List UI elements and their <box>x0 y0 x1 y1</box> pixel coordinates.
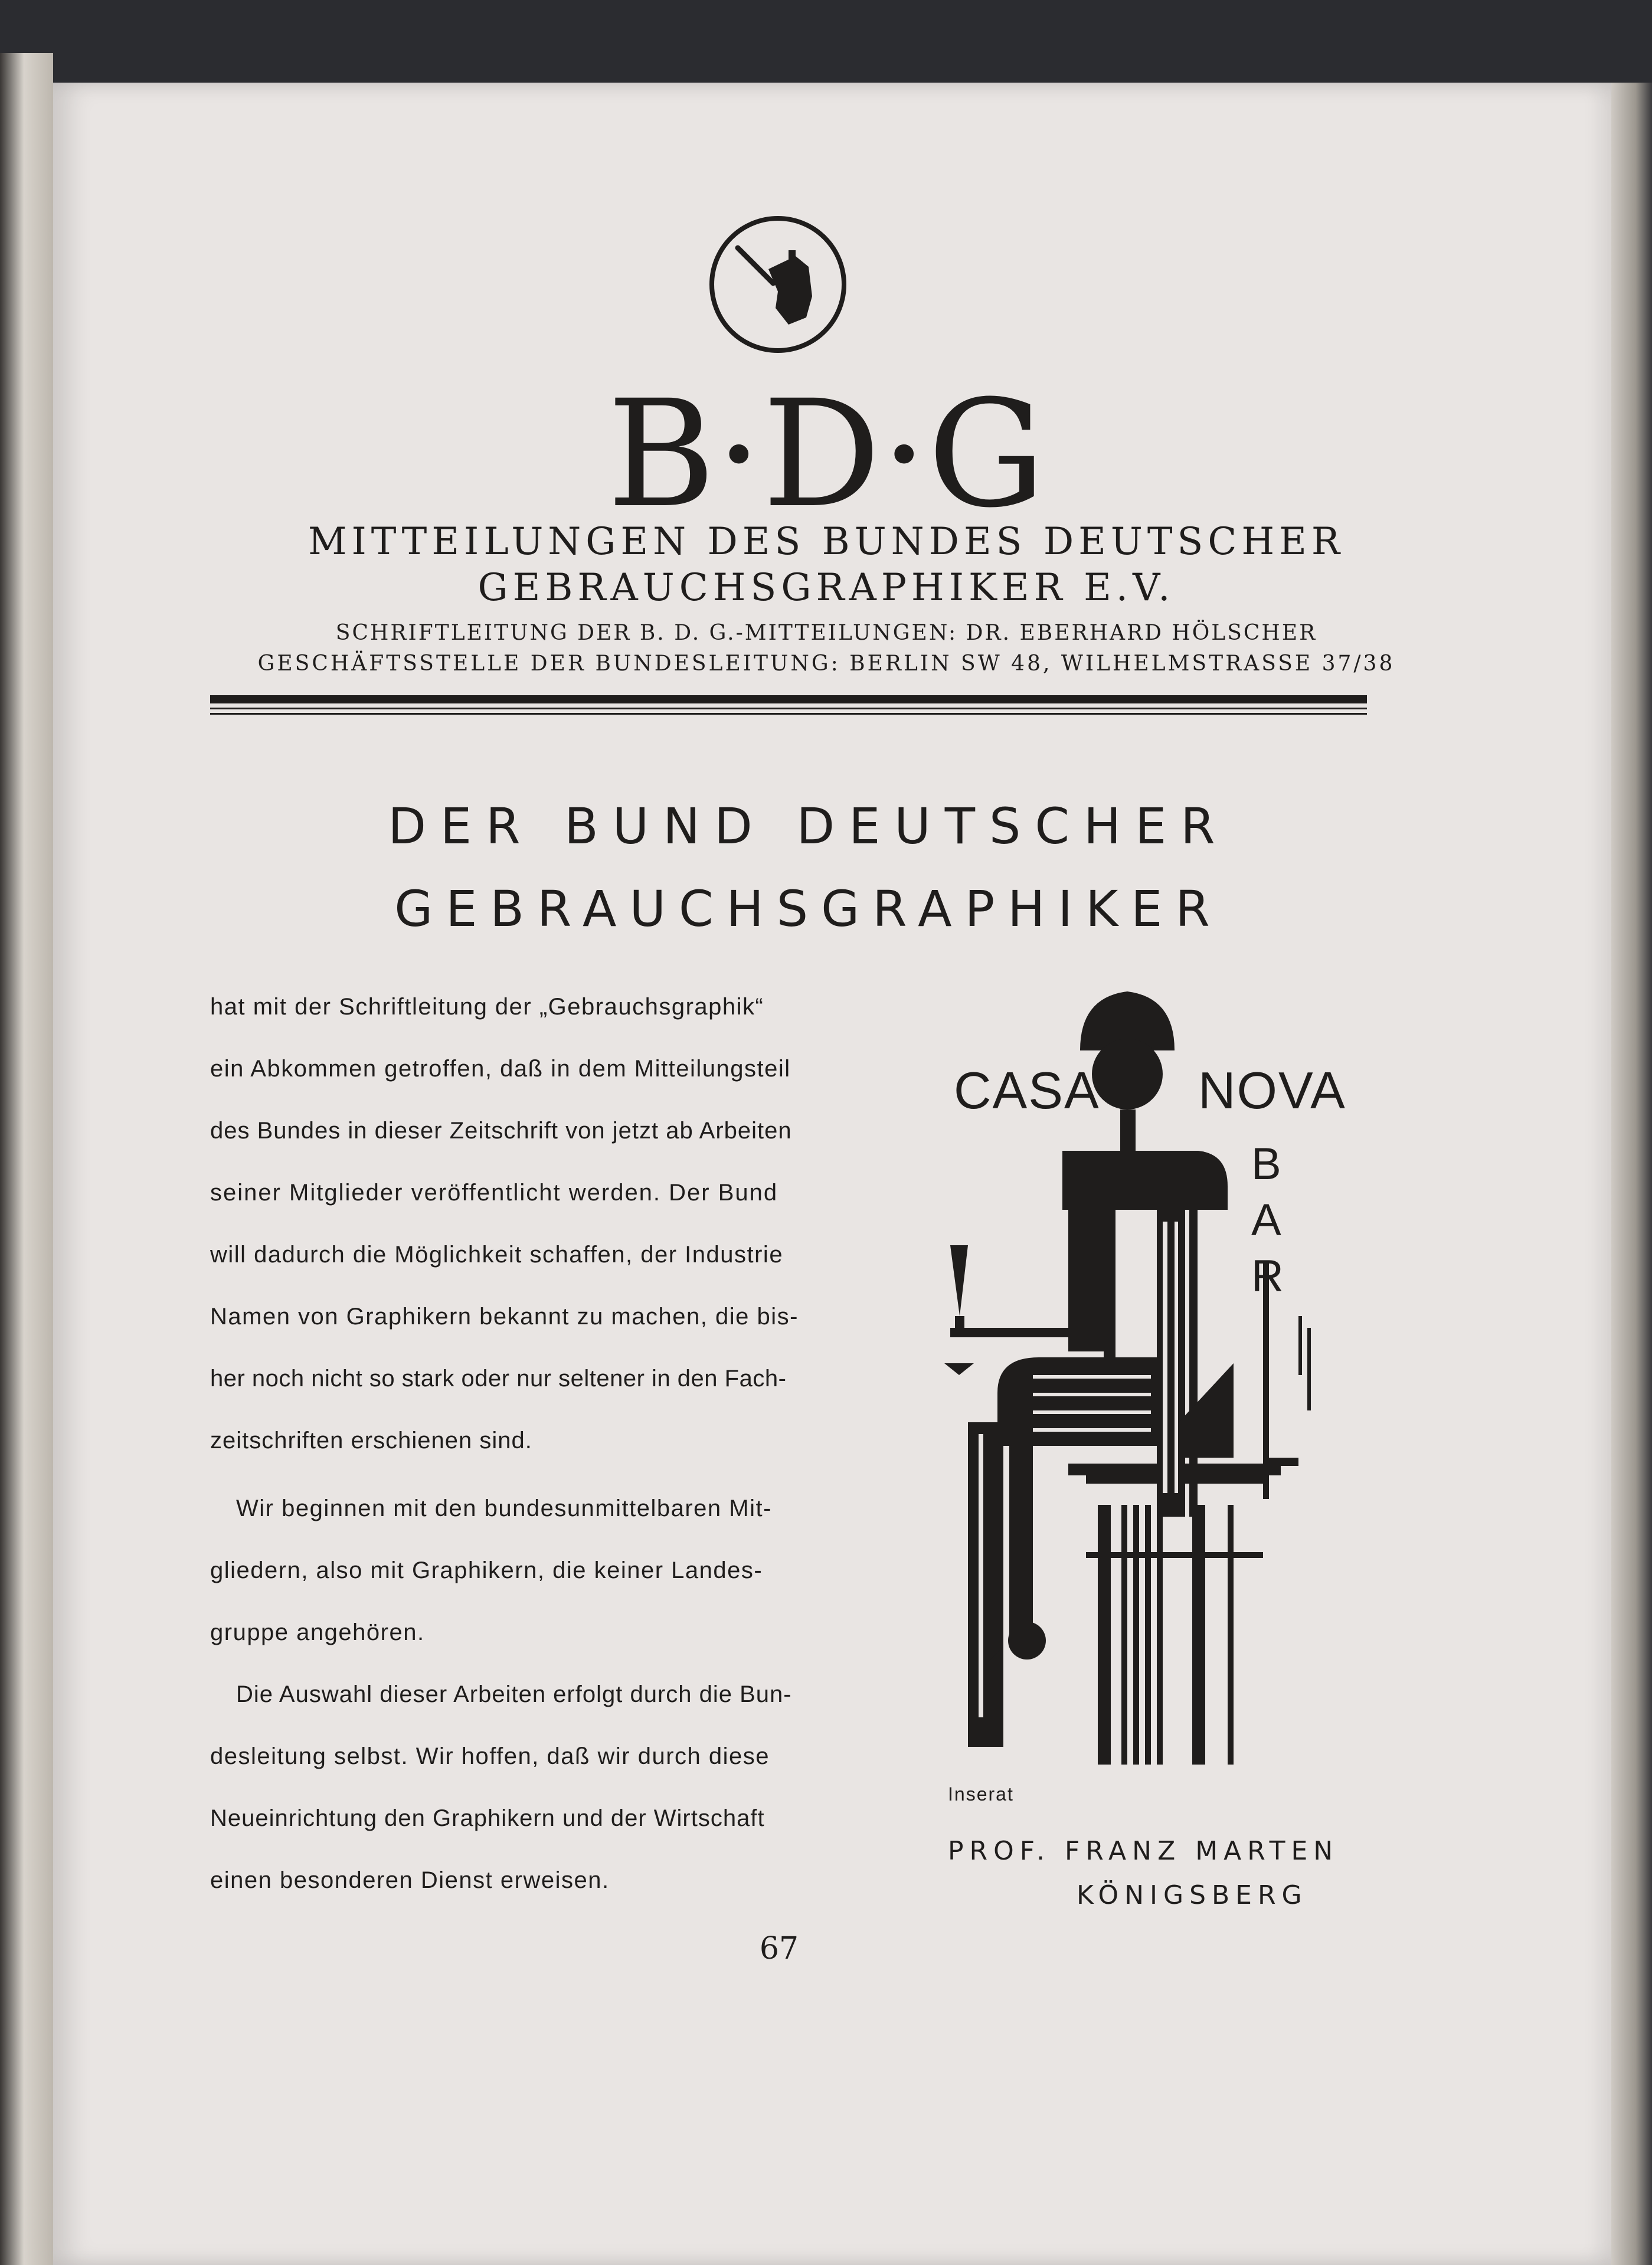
body-line-3: des Bundes in dieser Zeitschrift von jetzt ab Arbeiten <box>210 1118 792 1144</box>
body-line-2: ein Abkommen getroffen, daß in dem Mitteilungsteil <box>210 1056 791 1082</box>
header-title-line-1: MITTEILUNGEN DES BUNDES DEUTSCHER <box>307 520 1345 564</box>
article-heading-line-2: GEBRAUCHSGRAPHIKER <box>394 880 1223 938</box>
illustration-letter-a: A <box>1251 1195 1281 1245</box>
body-line-9: Wir beginnen mit den bundesunmittelbaren Mit- <box>236 1495 772 1521</box>
bdg-monogram: B·D·G <box>607 368 1046 540</box>
book-cover-top <box>0 0 1652 89</box>
body-line-15: einen besonderen Dienst erweisen. <box>210 1867 610 1893</box>
article-heading-line-1: DER BUND DEUTSCHER <box>388 797 1229 855</box>
body-line-14: Neueinrichtung den Graphikern und der Wirtschaft <box>210 1805 765 1831</box>
body-line-6: Namen von Graphikern bekannt zu machen, die bis- <box>210 1304 799 1330</box>
body-line-12: Die Auswahl dieser Arbeiten erfolgt durch die Bun- <box>236 1681 792 1707</box>
body-line-5: will dadurch die Möglichkeit schaffen, der Industrie <box>210 1242 784 1268</box>
body-line-7: her noch nicht so stark oder nur seltener in den Fach- <box>210 1366 787 1392</box>
header-rule-thin-2 <box>210 713 1367 715</box>
book-spine <box>0 53 53 2265</box>
illustration-letter-r: R <box>1251 1251 1284 1301</box>
illustration-word-casa: CASA <box>954 1061 1100 1120</box>
page-edge <box>1611 83 1652 2265</box>
body-line-1: hat mit der Schriftleitung der „Gebrauchsgraphik“ <box>210 994 764 1020</box>
body-line-8: zeitschriften erschienen sind. <box>210 1428 532 1454</box>
header-editor-line: SCHRIFTLEITUNG DER B. D. G.-MITTEILUNGEN: DR. EBERHARD HÖLSCHER <box>335 621 1317 645</box>
header-title-line-2: GEBRAUCHSGRAPHIKER E.V. <box>477 566 1175 610</box>
body-line-10: gliedern, also mit Graphikern, die keiner Landes- <box>210 1557 763 1583</box>
header-rule-thick <box>210 695 1367 703</box>
body-line-13: desleitung selbst. Wir hoffen, daß wir durch diese <box>210 1743 770 1769</box>
body-line-4: seiner Mitglieder veröffentlicht werden. Der Bund <box>210 1180 778 1206</box>
bdg-hand-pen-logo <box>707 214 849 355</box>
illustration-letter-b: B <box>1251 1139 1281 1189</box>
header-rule-thin-1 <box>210 708 1367 709</box>
page-number: 67 <box>759 1931 799 1966</box>
illustration-city: KÖNIGSBERG <box>1077 1880 1308 1910</box>
illustration-word-nova: NOVA <box>1198 1061 1346 1120</box>
illustration-artist: PROF. FRANZ MARTEN <box>948 1836 1339 1866</box>
body-line-11: gruppe angehören. <box>210 1619 425 1645</box>
illustration-caption: Inserat <box>948 1783 1014 1805</box>
header-office-line: GESCHÄFTSSTELLE DER BUNDESLEITUNG: BERLIN SW 48, WILHELMSTRASSE 37/38 <box>257 652 1395 676</box>
